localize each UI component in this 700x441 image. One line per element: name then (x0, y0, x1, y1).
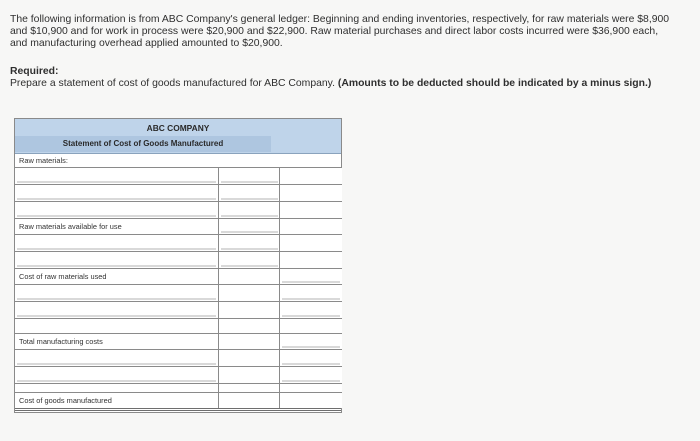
input-underline (17, 380, 216, 382)
amount-input (279, 168, 342, 184)
account-input[interactable] (15, 367, 218, 383)
input-underline (17, 363, 216, 365)
input-underline (17, 298, 216, 300)
input-underline (17, 198, 216, 200)
amount-input[interactable] (279, 367, 342, 383)
table-row (15, 350, 341, 367)
total-manufacturing-costs-row (15, 334, 341, 350)
account-input[interactable] (15, 350, 218, 366)
input-underline (221, 215, 278, 217)
input-underline (282, 315, 340, 317)
amount-input[interactable] (279, 285, 342, 301)
label-cell (15, 334, 218, 349)
table-row (15, 185, 341, 202)
table-row (15, 367, 341, 384)
amount-input[interactable] (218, 252, 280, 268)
account-input[interactable] (15, 185, 218, 201)
label-cell (15, 219, 218, 234)
input-underline (221, 248, 278, 250)
required-instructions (10, 78, 670, 90)
account-input[interactable] (15, 168, 218, 184)
total-manufacturing-costs-label: Total manufacturing costs (19, 337, 103, 346)
input-underline (17, 315, 216, 317)
cost-of-goods-manufactured-row (15, 393, 341, 411)
raw-materials-label: Raw materials: (19, 156, 68, 165)
input-underline (282, 380, 340, 382)
amount-input (218, 393, 280, 408)
cogm-statement-table (14, 118, 342, 413)
table-row (15, 252, 341, 269)
table-row (15, 302, 341, 319)
raw-materials-available-label: Raw materials available for use (19, 222, 122, 231)
table-row (15, 319, 341, 334)
account-input[interactable] (15, 252, 218, 268)
table-row (15, 235, 341, 252)
amount-input (218, 302, 280, 318)
cost-raw-materials-used-row (15, 269, 341, 285)
input-underline (221, 265, 278, 267)
table-row (15, 202, 341, 219)
raw-materials-available-row (15, 219, 341, 235)
amount-input (218, 334, 280, 349)
label-cell (15, 393, 218, 408)
amount-input[interactable] (279, 350, 342, 366)
amount-input[interactable] (279, 319, 342, 333)
amount-input[interactable] (279, 302, 342, 318)
account-input[interactable] (15, 285, 218, 301)
required-note: (Amounts to be deducted should be indicated by a minus sign.) (337, 78, 652, 89)
spacer-cell (15, 384, 218, 392)
input-underline (282, 298, 340, 300)
input-underline (282, 281, 340, 283)
account-input[interactable] (15, 302, 218, 318)
input-underline (221, 181, 278, 183)
amount-input (218, 269, 280, 284)
cost-raw-materials-used-label: Cost of raw materials used (19, 272, 107, 281)
required-text: Prepare a statement of cost of goods manufactured for ABC Company. (10, 78, 335, 89)
raw-materials-row (15, 154, 341, 168)
input-underline (221, 198, 278, 200)
amount-input (218, 367, 280, 383)
account-input[interactable] (15, 202, 218, 218)
amount-input[interactable] (218, 168, 280, 184)
amount-input[interactable] (279, 269, 342, 284)
amount-input (279, 202, 342, 218)
statement-title: Statement of Cost of Goods Manufactured (62, 139, 224, 148)
table-row (15, 285, 341, 302)
problem-intro: The following information is from ABC Company's general ledger: Beginning and ending inventories, respectively, for raw materials were $8,900 and $10,900 and for work in process were $20,900 and $22,900. Raw material purchases and direct labor costs incurred were $36,900 each, and manufacturing overhead applied amounted to $20,900. (10, 14, 670, 50)
amount-input[interactable] (279, 334, 342, 349)
company-name: ABC COMPANY (146, 123, 210, 133)
amount-input (218, 350, 280, 366)
cost-of-goods-manufactured-label: Cost of goods manufactured (19, 396, 112, 405)
account-input[interactable] (15, 319, 218, 333)
input-underline (17, 181, 216, 183)
input-underline (282, 346, 340, 348)
cost-of-goods-manufactured-input[interactable] (279, 393, 342, 408)
amount-input (279, 252, 342, 268)
input-underline (221, 231, 278, 233)
table-row (15, 384, 341, 393)
amount-input[interactable] (218, 235, 280, 251)
input-underline (17, 265, 216, 267)
table-row (15, 168, 341, 185)
amount-input (279, 185, 342, 201)
amount-input[interactable] (218, 202, 280, 218)
amount-input (218, 319, 280, 333)
statement-header (15, 119, 341, 154)
amount-input (279, 219, 342, 234)
amount-input[interactable] (218, 219, 280, 234)
input-underline (17, 248, 216, 250)
spacer-cell (218, 384, 280, 392)
amount-input (218, 285, 280, 301)
amount-input[interactable] (218, 185, 280, 201)
label-cell (15, 269, 218, 284)
input-underline (282, 363, 340, 365)
required-heading: Required: (10, 66, 59, 77)
spacer-cell (279, 384, 342, 392)
amount-input (279, 235, 342, 251)
account-input[interactable] (15, 235, 218, 251)
input-underline (17, 215, 216, 217)
